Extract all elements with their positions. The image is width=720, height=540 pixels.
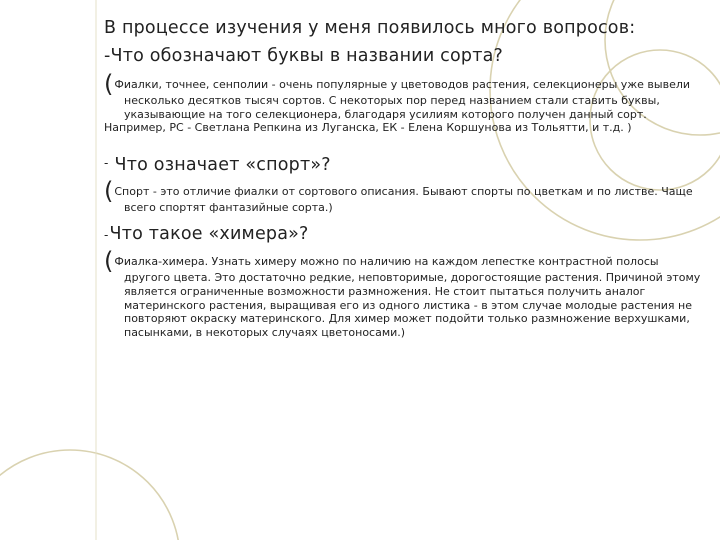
answer-sport [104,176,704,215]
answer-chimera [104,247,704,339]
answer-sport-text: Спорт - это отличие фиалки от сортового описания. Бывают спорты по цветкам и по листве. Чаще всего спортят фантазийные сорта.) [114,184,693,214]
slide-content [104,16,704,339]
answer-chimera-text: Фиалка-химера. Узнать химеру можно по наличию на каждом лепестке контрастной полосы другого цвета. Это достаточно редкие, неповторимые, дорогостоящие растения. Причиной этому является ограниченные возможности размножения. Не стоит пытаться получить аналог материнского растения, выращивая его из одного листика - в этом случае молодые растения не повторяют окраску материнского. Для химер может подойти только размножение верхушками, пасынками, в некоторых случаях цветоносами.) [114,255,701,339]
slide-heading: В процессе изучения у меня появилось много вопросов: [104,18,636,38]
question-sport-text: Что означает «спорт»? [114,154,331,175]
answer-letters-example: Например, РС - Светлана Репкина из Луганска, ЕК - Елена Коршунова из Тольятти, и т.д. ) [104,121,632,135]
dash: - [104,228,109,243]
question-letters: -Что обозначают буквы в названии сорта? [104,46,503,66]
decor-circle-bottom [0,450,180,540]
dash: - [104,155,109,170]
paren-open: ( [104,176,114,205]
answer-letters-text: Фиалки, точнее, сенполии - очень популярные у цветоводов растения, селекционеры уже вывели несколько десятков тысяч сортов. С некоторых пор перед названием стали ставить буквы, указывающие на того селекционера, благодаря усилиям которого получен данный сорт. [114,78,691,121]
paren-open: ( [104,247,114,276]
paren-open: ( [104,70,114,98]
question-chimera-text: Что такое «химера»? [109,224,309,245]
question-sport [104,151,704,177]
answer-letters [104,70,704,121]
question-chimera [104,222,704,247]
